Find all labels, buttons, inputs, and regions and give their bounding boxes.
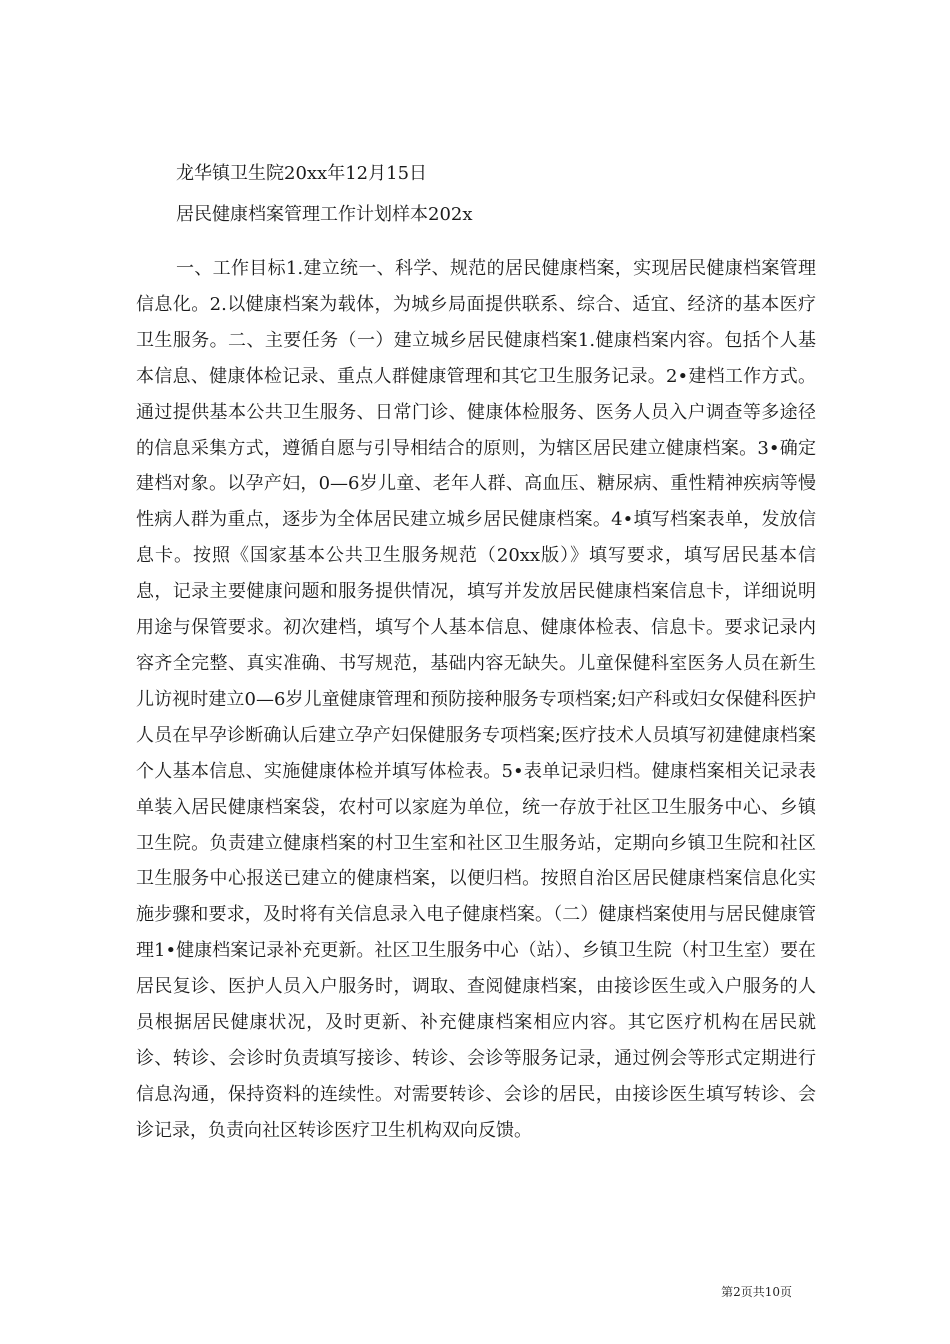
body-paragraph: 一、工作目标1.建立统一、科学、规范的居民健康档案，实现居民健康档案管理信息化。2.以健康档案为载体，为城乡局面提供联系、综合、适宜、经济的基本医疗卫生服务。二、主要任务（一）建立城乡居民健康档案1.健康档案内容。包括个人基本信息、健康体检记录、重点人群健康管理和其它卫生服务记录。2•建档工作方式。通过提供基本公共卫生服务、日常门诊、健康体检服务、医务人员入户调查等多途径的信息采集方式，遵循自愿与引导相结合的原则，为辖区居民建立健康档案。3•确定建档对象。以孕产妇，0—6岁儿童、老年人群、高血压、糖尿病、重性精神疾病等慢性病人群为重点，逐步为全体居民建立城乡居民健康档案。4•填写档案表单，发放信息卡。按照《国家基本公共卫生服务规范（20xx版）》填写要求，填写居民基本信息，记录主要健康问题和服务提供情况，填写并发放居民健康档案信息卡，详细说明用途与保管要求。初次建档，填写个人基本信息、健康体检表、信息卡。要求记录内容齐全完整、真实准确、书写规范，基础内容无缺失。儿童保健科室医务人员在新生儿访视时建立0—6岁儿童健康管理和预防接种服务专项档案;妇产科或妇女保健科医护人员在早孕诊断确认后建立孕产妇保健服务专项档案;医疗技术人员填写初建健康档案个人基本信息、实施健康体检并填写体检表。5•表单记录归档。健康档案相关记录表单装入居民健康档案袋，农村可以家庭为单位，统一存放于社区卫生服务中心、乡镇卫生院。负责建立健康档案的村卫生室和社区卫生服务站，定期向乡镇卫生院和社区卫生服务中心报送已建立的健康档案，以便归档。按照自治区居民健康档案信息化实施步骤和要求，及时将有关信息录入电子健康档案。（二）健康档案使用与居民健康管理1•健康档案记录补充更新。社区卫生服务中心（站）、乡镇卫生院（村卫生室）要在居民复诊、医护人员入户服务时，调取、查阅健康档案，由接诊医生或入户服务的人员根据居民健康状况，及时更新、补充健康档案相应内容。其它医疗机构在居民就诊、转诊、会诊时负责填写接诊、转诊、会诊等服务记录，通过例会等形式定期进行信息沟通，保持资料的连续性。对需要转诊、会诊的居民，由接诊医生填写转诊、会诊记录，负责向社区转诊医疗卫生机构双向反馈。 <box>136 258 816 1141</box>
page-number: 第2页共10页 <box>721 1285 792 1299</box>
date-line: 龙华镇卫生院20xx年12月15日 <box>176 163 428 184</box>
document-title: 居民健康档案管理工作计划样本202x <box>176 204 473 225</box>
